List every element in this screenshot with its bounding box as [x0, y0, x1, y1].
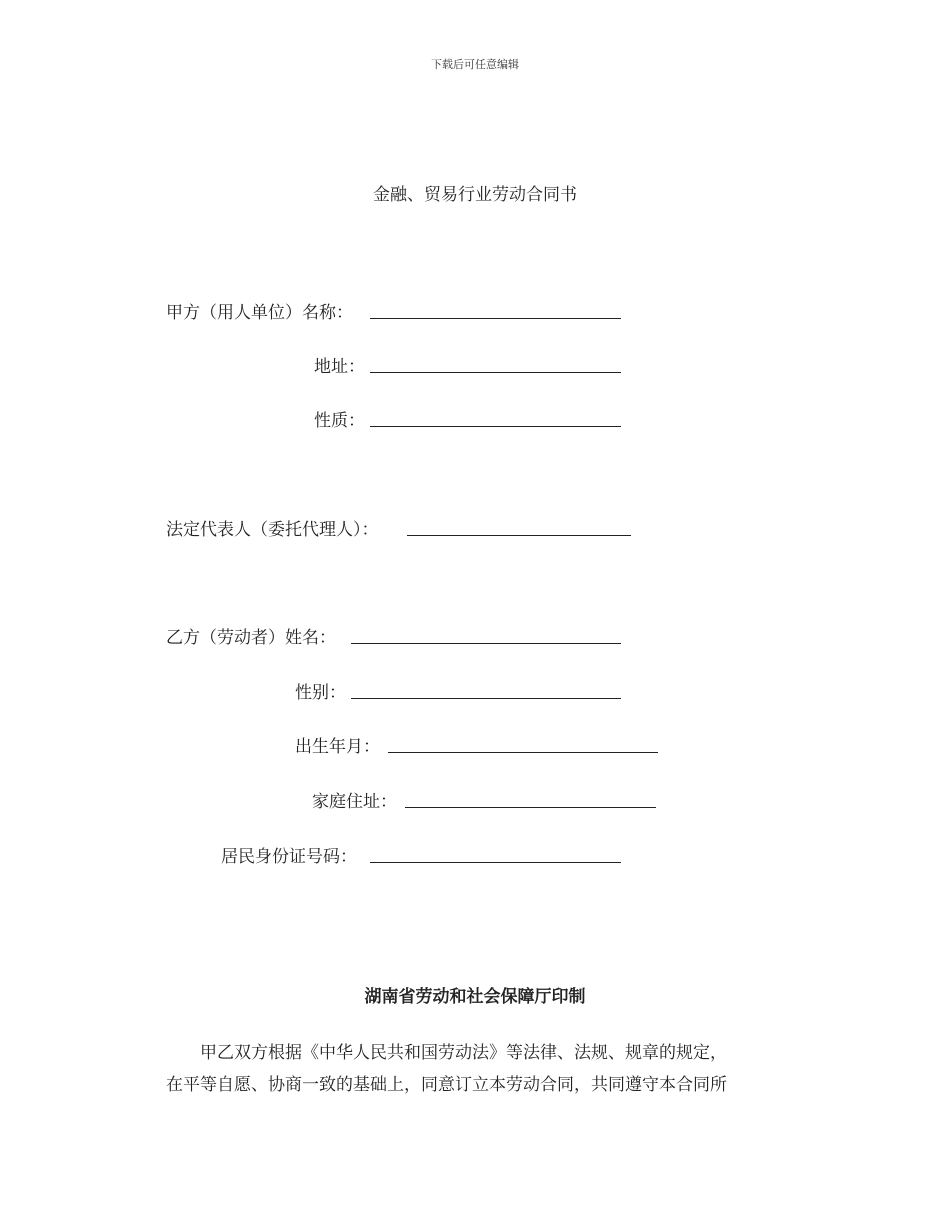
party-b-birth-label: 出生年月：: [295, 737, 380, 757]
body-line-1: 甲乙双方根据《中华人民共和国劳动法》等法律、法规、规章的规定，: [166, 1043, 727, 1063]
legal-rep-label: 法定代表人（委托代理人）：: [166, 520, 379, 540]
party-a-nature-field[interactable]: [370, 426, 621, 427]
party-b-id-field[interactable]: [370, 862, 621, 863]
party-a-address-field[interactable]: [370, 372, 621, 373]
party-a-name-label: 甲方（用人单位）名称：: [166, 303, 353, 323]
party-b-name-label: 乙方（劳动者）姓名：: [166, 628, 336, 648]
party-b-home-address-label: 家庭住址：: [312, 792, 397, 812]
party-a-name-field[interactable]: [370, 318, 621, 319]
legal-rep-field[interactable]: [407, 535, 631, 536]
party-a-address-label: 地址：: [314, 357, 365, 377]
party-b-name-field[interactable]: [351, 643, 621, 644]
party-b-id-label: 居民身份证号码：: [221, 847, 357, 867]
body-line-2: 在平等自愿、协商一致的基础上，同意订立本劳动合同，共同遵守本合同所: [166, 1075, 727, 1095]
party-b-birth-field[interactable]: [388, 752, 658, 753]
party-a-nature-label: 性质：: [314, 411, 365, 431]
printer-credit: 湖南省劳动和社会保障厅印制: [364, 987, 586, 1007]
party-b-home-address-field[interactable]: [405, 807, 656, 808]
party-b-gender-field[interactable]: [351, 698, 621, 699]
party-b-gender-label: 性别：: [295, 683, 346, 703]
header-note: 下载后可任意编辑: [431, 58, 519, 71]
document-title: 金融、贸易行业劳动合同书: [373, 185, 577, 205]
